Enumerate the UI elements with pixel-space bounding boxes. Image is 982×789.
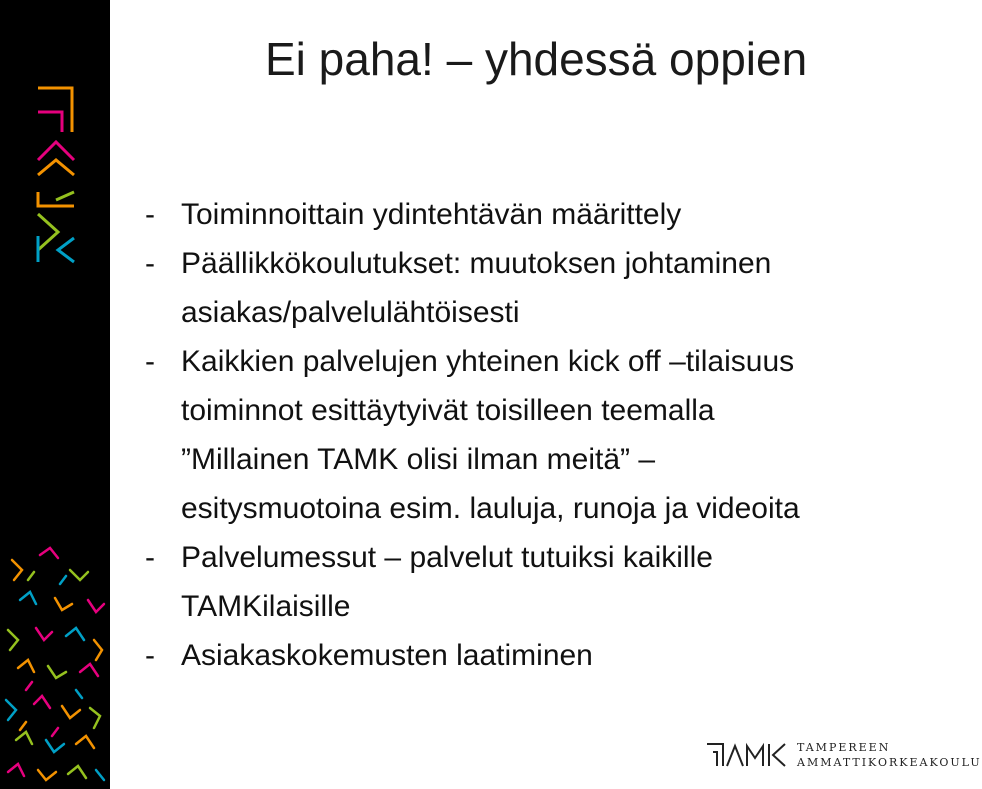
bullet-dash: - bbox=[145, 639, 155, 672]
bullet-item bbox=[145, 190, 955, 239]
bullet-dash: - bbox=[145, 541, 155, 574]
bullet-line: Asiakaskokemusten laatiminen bbox=[181, 639, 593, 672]
bullet-line: Palvelumessut – palvelut tutuiksi kaikille bbox=[181, 541, 713, 574]
bullet-line: asiakas/palvelulähtöisesti bbox=[181, 296, 520, 329]
bullet-line: ”Millainen TAMK olisi ilman meitä” – bbox=[181, 443, 656, 476]
bullet-item bbox=[145, 533, 955, 631]
bullet-line: Päällikkökoulutukset: muutoksen johtaminen bbox=[181, 247, 772, 280]
bullet-line: TAMKilaisille bbox=[181, 590, 351, 623]
bullet-line: Toiminnoittain ydintehtävän määrittely bbox=[181, 198, 682, 231]
bullet-item bbox=[145, 631, 955, 680]
bullet-line: esitysmuotoina esim. lauluja, runoja ja videoita bbox=[181, 492, 800, 525]
footer-org-line1: TAMPEREEN bbox=[797, 741, 891, 754]
bullet-line: toiminnot esittäytyivät toisilleen teemalla bbox=[181, 394, 715, 427]
sidebar-decoration bbox=[0, 0, 110, 789]
bullet-dash: - bbox=[145, 198, 155, 231]
tamk-vertical-logo bbox=[0, 0, 110, 789]
footer-org-name bbox=[797, 740, 982, 770]
bullet-dash: - bbox=[145, 247, 155, 280]
slide-title: Ei paha! – yhdessä oppien bbox=[265, 33, 808, 85]
footer-logo bbox=[705, 738, 982, 774]
footer-org-line2: AMMATTIKORKEAKOULU bbox=[797, 756, 982, 769]
bullet-dash: - bbox=[145, 345, 155, 378]
bullet-list bbox=[145, 190, 955, 680]
bullet-item bbox=[145, 239, 955, 337]
bullet-item bbox=[145, 337, 955, 533]
bullet-line: Kaikkien palvelujen yhteinen kick off –tilaisuus bbox=[181, 345, 795, 378]
tamk-logo-mark bbox=[705, 740, 789, 770]
